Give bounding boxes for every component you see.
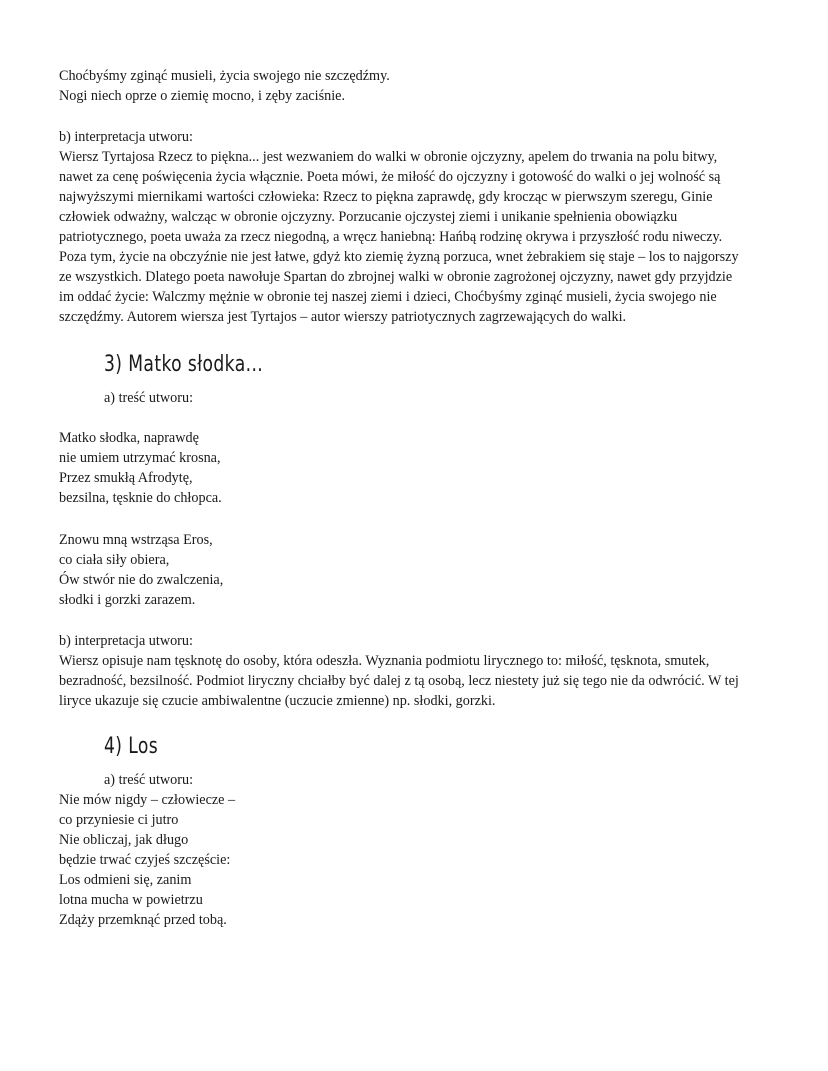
verse-line: Los odmieni się, zanim (59, 872, 192, 888)
section3-content-label: a) treść utworu: (104, 390, 194, 406)
verse-line: Zdąży przemknąć przed tobą. (59, 912, 227, 928)
paragraph-line: patriotycznego, poeta uważa za rzecz niegodną, a wręcz haniebną: Hańbą rodzinę okrywa i przyszłość rodu niweczy. (59, 229, 723, 245)
verse-line: Nie mów nigdy – człowiecze – (59, 792, 236, 808)
paragraph-line: bezradność, bezsilność. Podmiot liryczny chciałby być dalej z tą osobą, lecz niestety już się tego nie da odwrócić. W tej (59, 673, 739, 689)
section3-stanza-2 (59, 530, 771, 610)
verse-line: lotna mucha w powietrzu (59, 892, 203, 908)
section3-heading: 3) Matko słodka... (104, 352, 264, 377)
verse-line: Nie obliczaj, jak długo (59, 832, 189, 848)
intro-verse (59, 66, 771, 106)
paragraph-line: Wiersz opisuje nam tęsknotę do osoby, która odeszła. Wyznania podmiotu lirycznego to: miłość, tęsknota, smutek, (59, 653, 710, 669)
verse-line: co przyniesie ci jutro (59, 812, 179, 828)
verse-line: Matko słodka, naprawdę (59, 430, 199, 446)
paragraph-line: najwyższymi miernikami wartości człowieka: Rzecz to piękna zaprawdę, gdy krocząc w pierwszym szeregu, Ginie (59, 189, 713, 205)
interpretation-label: b) interpretacja utworu: (59, 129, 193, 145)
verse-line: nie umiem utrzymać krosna, (59, 450, 221, 466)
section4-heading: 4) Los (104, 734, 159, 759)
paragraph-line: im oddać życie: Walczmy mężnie w obronie tej naszej ziemi i dzieci, Choćbyśmy zginąć musieli, życia swojego nie (59, 289, 717, 305)
verse-line: słodki i gorzki zarazem. (59, 592, 196, 608)
paragraph-line: liryce ukazuje się czucie ambiwalentne (uczucie zmienne) np. słodki, gorzki. (59, 693, 496, 709)
section3-interpretation (59, 631, 771, 711)
section3-stanza-1 (59, 428, 771, 508)
verse-line: Przez smukłą Afrodytę, (59, 470, 193, 486)
section2-interpretation (59, 127, 771, 327)
verse-line: bezsilna, tęsknie do chłopca. (59, 490, 222, 506)
section4-poem (59, 790, 771, 930)
paragraph-line: Wiersz Tyrtajosa Rzecz to piękna... jest wezwaniem do walki w obronie ojczyzny, apelem do trwania na polu bitwy, (59, 149, 718, 165)
paragraph-line: ze wszystkich. Dlatego poeta nawołuje Spartan do zbrojnej walki w obronie zagrożonej ojczyzny, nawet gdy przyjdzie (59, 269, 733, 285)
verse-line: Ów stwór nie do zwalczenia, (59, 572, 224, 588)
verse-line: będzie trwać czyjeś szczęście: (59, 852, 231, 868)
verse-line: Znowu mną wstrząsa Eros, (59, 532, 213, 548)
section4-content-label: a) treść utworu: (104, 772, 194, 788)
paragraph-line: człowiek odważny, walcząc w obronie ojczyzny. Porzucanie ojczystej ziemi i unikanie spełnienia obowiązku (59, 209, 678, 225)
interpretation-label: b) interpretacja utworu: (59, 633, 193, 649)
paragraph-line: szczędźmy. Autorem wiersza jest Tyrtajos – autor wierszy patriotycznych zagrzewających do walki. (59, 309, 627, 325)
paragraph-line: nawet za cenę poświęcenia życia włącznie. Poeta mówi, że miłość do ojczyzny i gotowość do walki o jej wolność są (59, 169, 721, 185)
verse-line: Nogi niech oprze o ziemię mocno, i zęby zaciśnie. (59, 88, 346, 104)
paragraph-line: Poza tym, życie na obczyźnie nie jest łatwe, gdyż kto ziemię żyzną porzuca, wnet żebrakiem się staje – los to najgorszy (59, 249, 739, 265)
verse-line: co ciała siły obiera, (59, 552, 170, 568)
verse-line: Choćbyśmy zginąć musieli, życia swojego nie szczędźmy. (59, 68, 390, 84)
